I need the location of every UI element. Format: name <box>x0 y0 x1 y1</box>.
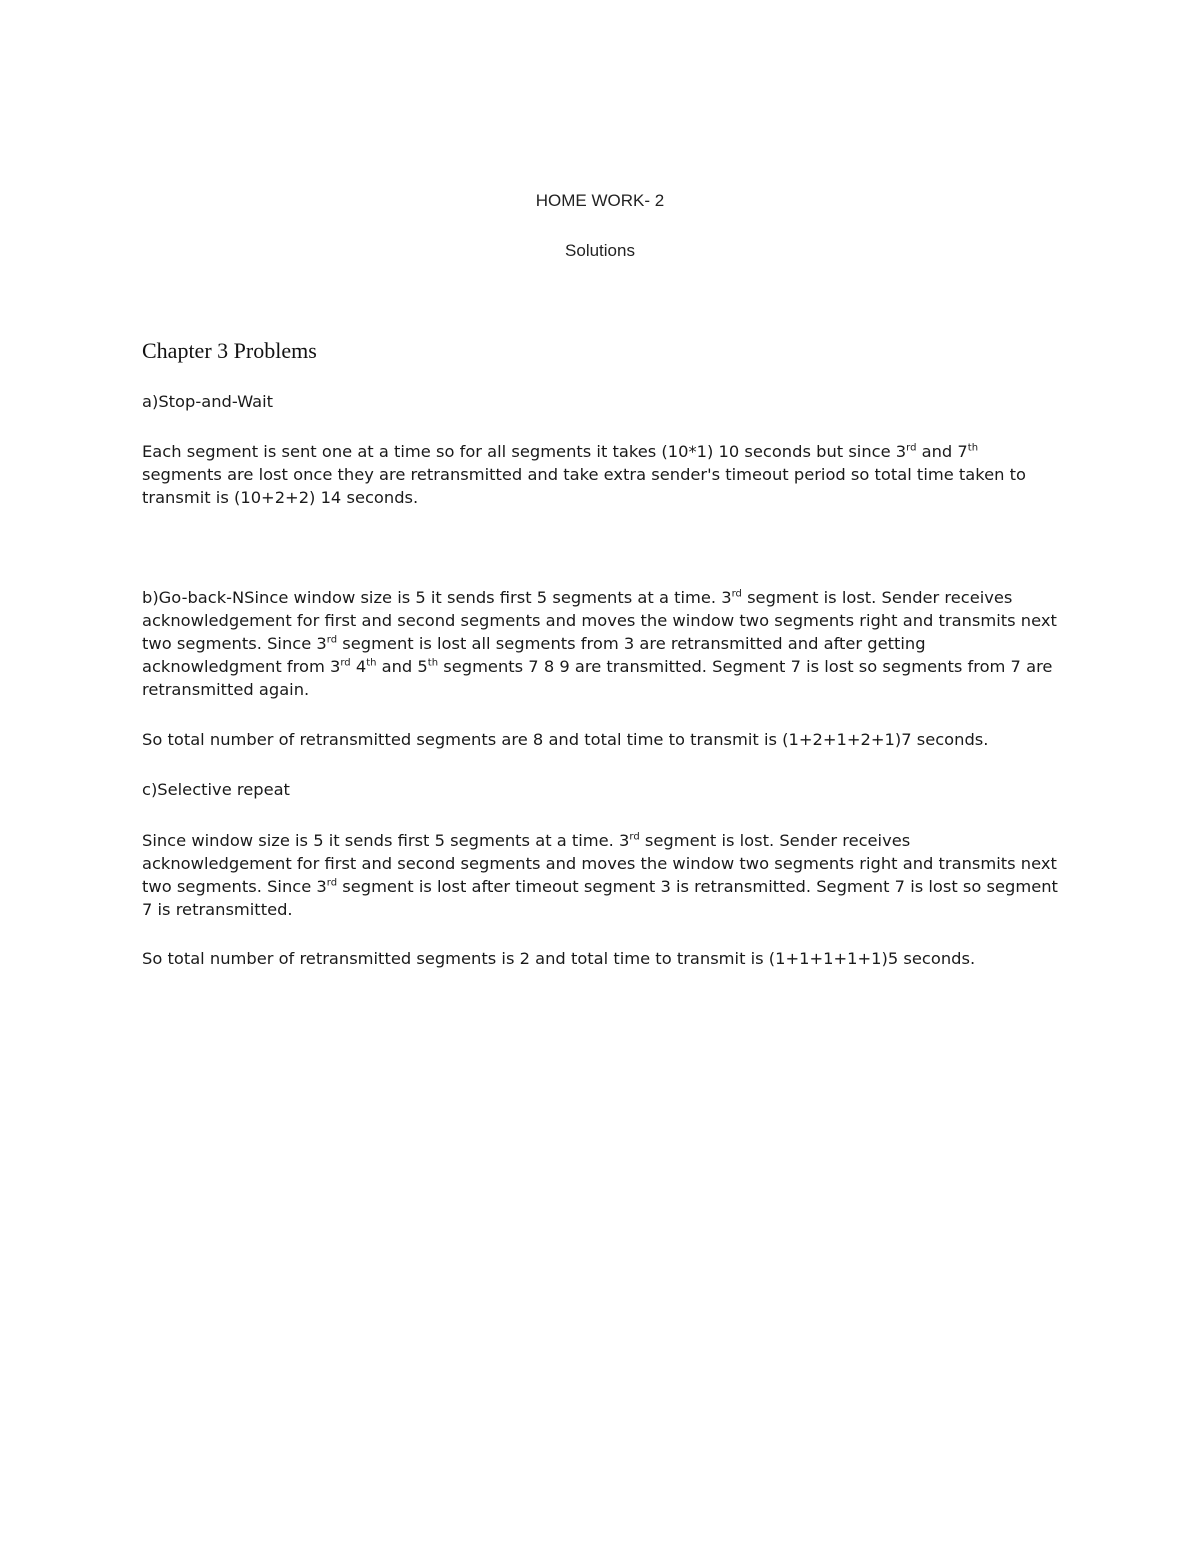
text-run: 4 <box>350 657 367 676</box>
ordinal-suffix: rd <box>906 442 917 454</box>
document-title: HOME WORK- 2 <box>535 191 665 210</box>
part-b-summary: So total number of retransmitted segments are 8 and total time to transmit is (1+2+1+2+1)7 seconds. <box>142 730 989 749</box>
part-a-paragraph <box>142 440 1062 509</box>
text-run: segment is lost all segments from 3 are retransmitted and after getting acknowledgment from 3 <box>142 634 926 676</box>
part-b-paragraph <box>142 586 1062 701</box>
part-c-paragraph <box>142 829 1062 921</box>
ordinal-suffix: rd <box>326 877 338 889</box>
ordinal-suffix: rd <box>340 657 351 669</box>
part-c-summary: So total number of retransmitted segments is 2 and total time to transmit is (1+1+1+1+1)5 seconds. <box>142 949 976 968</box>
text-run: Since window size is 5 it sends first 5 segments at a time. 3 <box>142 831 630 850</box>
part-c-label: c)Selective repeat <box>142 780 290 799</box>
ordinal-suffix: th <box>427 657 439 669</box>
part-a-label: a)Stop-and-Wait <box>142 392 274 411</box>
ordinal-suffix: th <box>366 657 377 669</box>
chapter-heading: Chapter 3 Problems <box>142 338 317 363</box>
text-run: segment is lost. Sender receives acknowledgement for first and second segments and moves the window two segments right and transmits next two segments. Since 3 <box>142 588 1057 653</box>
document-subtitle: Solutions <box>565 241 635 260</box>
text-run: segment is lost after timeout segment 3 is retransmitted. Segment 7 is lost so segment 7 is retransmitted. <box>142 877 1058 919</box>
text-run: b)Go-back-NSince window size is 5 it sends first 5 segments at a time. 3 <box>142 588 732 607</box>
ordinal-suffix: rd <box>629 831 640 843</box>
ordinal-suffix: rd <box>326 634 338 646</box>
text-run: and 5 <box>376 657 428 676</box>
text-run: segments 7 8 9 are transmitted. Segment 7 is lost so segments from 7 are retransmitted again. <box>142 657 1053 699</box>
text-run: Each segment is sent one at a time so for all segments it takes (10*1) 10 seconds but since 3 <box>142 442 907 461</box>
text-run: segments are lost once they are retransmitted and take extra sender's timeout period so total time taken to transmit is (10+2+2) 14 seconds. <box>142 465 1026 507</box>
ordinal-suffix: rd <box>731 588 742 600</box>
text-run: and 7 <box>916 442 968 461</box>
text-run: segment is lost. Sender receives acknowledgement for first and second segments and moves the window two segments right and transmits next two segments. Since 3 <box>142 831 1057 896</box>
ordinal-suffix: th <box>967 442 979 454</box>
